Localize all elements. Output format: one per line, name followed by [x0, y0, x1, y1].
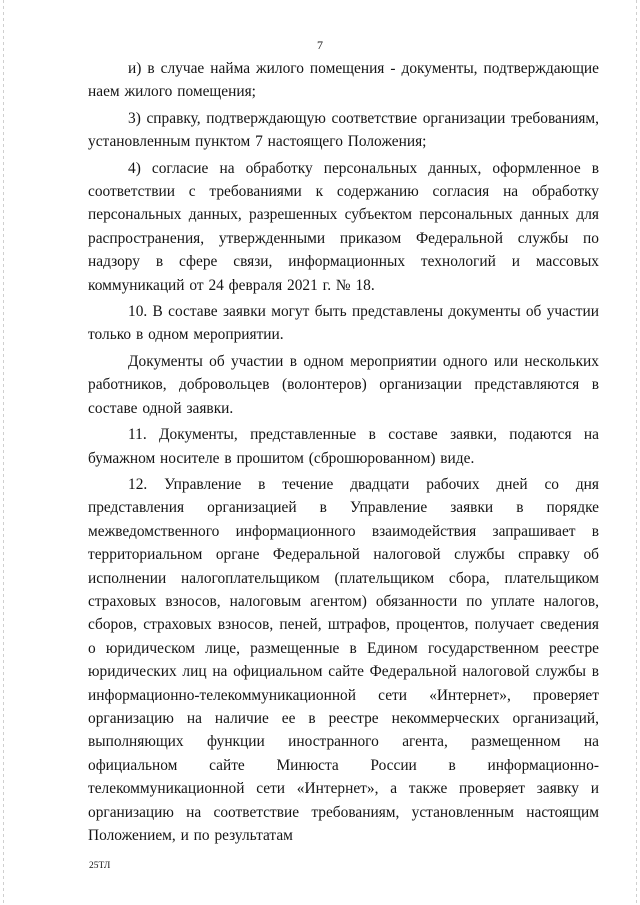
paragraph-item-3: 3) справку, подтверждающую соответствие организации требованиям, установленным пунктом 7 настоящего Положения; — [88, 109, 599, 151]
paragraph-section-10: 10. В составе заявки могут быть представлены документы об участии только в одном мероприятии. — [88, 303, 599, 344]
paragraph-item-4: 4) согласие на обработку персональных данных, оформленное в соответствии с требованиями к содержанию согласия на обработку персональных данных, разрешенных субъектом персональных данных для распространения, утвержденными приказом Федеральной службы по надзору в сфере связи, информационных технологий и массовых коммуникаций от 24 февраля 2021 г. № 18. — [88, 159, 599, 294]
paragraph-section-11: 11. Документы, представленные в составе заявки, подаются на бумажном носителе в прошитом (сброшюрованном) виде. — [88, 426, 599, 467]
page-number: 7 — [317, 38, 323, 52]
footer-code: 25ТЛ — [89, 861, 111, 871]
paragraph-section-10-cont: Документы об участии в одном мероприятии одного или нескольких работников, добровольцев (волонтеров) организации представляются в составе одной заявки. — [88, 352, 599, 417]
document-body — [88, 57, 599, 850]
paragraph-item-i: и) в случае найма жилого помещения - документы, подтверждающие наем жилого помещения; — [88, 60, 599, 101]
page-edge-left — [3, 0, 4, 905]
page-edge-right — [636, 0, 637, 905]
paragraph-section-12: 12. Управление в течение двадцати рабочих дней со дня представления организацией в Управление заявки в порядке межведомственного информационного взаимодействия запрашивает в территориальном органе Федеральной налоговой службы справку об исполнении налогоплательщиком (плательщиком сбора, плательщиком страховых взносов, налоговым агентом) обязанности по уплате налогов, сборов, страховых взносов, пеней, штрафов, процентов, получает сведения о юридическом лице, размещенные в Едином государственном реестре юридических лиц на официальном сайте Федеральной налоговой службы в информационно-телекоммуникационной сети «Интернет», проверяет организацию на наличие ее в реестре некоммерческих организаций, выполняющих функции иностранного агента, размещенном на официальном сайте Минюста России в информационно-телекоммуникационной сети «Интернет», а также проверяет заявку и организацию на соответствие требованиям, установленным настоящим Положением, и по результатам — [88, 475, 599, 844]
